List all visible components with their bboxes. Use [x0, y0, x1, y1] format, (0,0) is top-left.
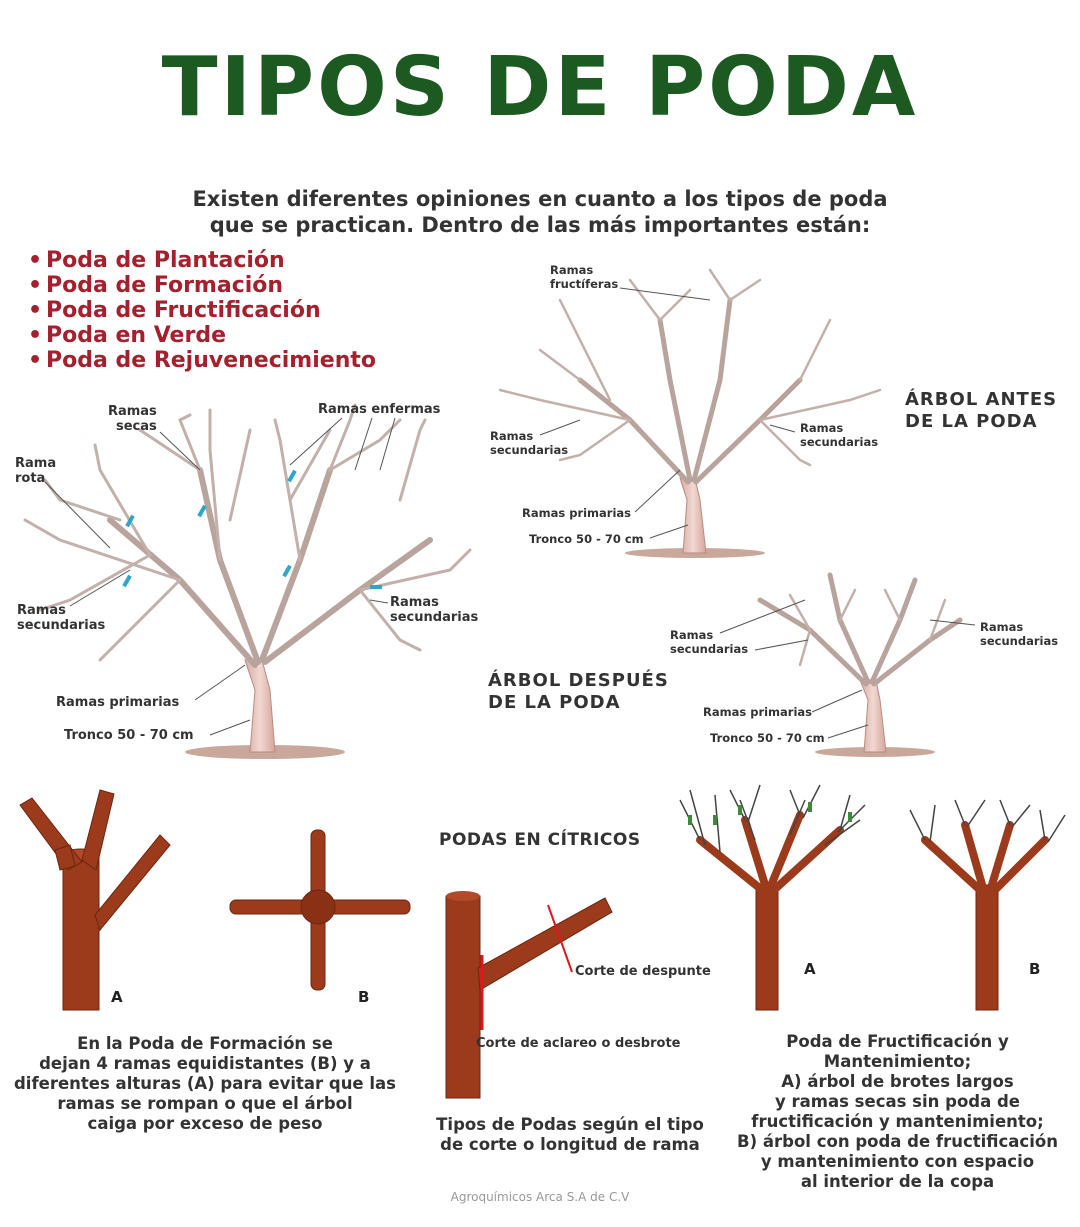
label-line: secundarias: [980, 634, 1059, 648]
caption-line: diferentes alturas (A) para evitar que las: [14, 1074, 396, 1093]
list-item-label: Poda de Formación: [46, 273, 284, 298]
bullet-icon: •: [28, 348, 43, 373]
intro-line-2: que se practican. Dentro de las más importantes están:: [209, 213, 871, 237]
citrus-caption: [420, 1115, 720, 1155]
primary-branches: [580, 300, 800, 482]
caption-line: A) árbol de brotes largos: [781, 1072, 1014, 1091]
fructification-caption: [725, 1032, 1070, 1192]
list-item-label: Poda de Plantación: [46, 248, 285, 273]
before-tree-pointers: [540, 288, 795, 538]
label-ramas-enfermas: Ramas enfermas: [318, 402, 441, 417]
label-line: secundarias: [800, 435, 879, 449]
caption-line: Tipos de Podas según el tipo: [436, 1115, 704, 1134]
heading-line: DE LA PODA: [488, 692, 621, 713]
label-line: Ramas: [670, 628, 714, 642]
label-line: Rama: [15, 456, 57, 471]
branch: [95, 835, 170, 930]
label-ramas-secas: [88, 404, 157, 434]
label-line: secundarias: [390, 610, 479, 625]
label-line: Ramas: [390, 595, 439, 610]
label-line: Ramas: [107, 404, 157, 419]
label-line: fructíferas: [550, 277, 619, 291]
label-line: rota: [15, 471, 46, 486]
list-item-label: Poda de Fructificación: [46, 298, 321, 323]
secondary-branches: [790, 590, 945, 665]
label-tronco: Tronco 50 - 70 cm: [64, 728, 194, 743]
label-tronco: Tronco 50 - 70 cm: [529, 532, 644, 546]
branch: [82, 790, 114, 870]
trunk: [860, 680, 886, 752]
primary-branches: [110, 470, 430, 665]
label-ramas-secundarias-right: [980, 620, 1058, 648]
primary-branches: [700, 815, 840, 890]
label-line: Ramas: [490, 429, 534, 443]
caption-line: dejan 4 ramas equidistantes (B) y a: [39, 1054, 371, 1073]
label-ramas-primarias: Ramas primarias: [703, 705, 813, 719]
heading-line: ÁRBOL ANTES: [905, 389, 1058, 410]
list-item-label: Poda en Verde: [46, 323, 226, 348]
short-shoots: [910, 800, 1065, 842]
bullet-icon: •: [28, 298, 43, 323]
label-ramas-secundarias-left: [670, 628, 748, 656]
primary-branches: [760, 575, 960, 684]
trunk: [446, 896, 480, 1098]
heading-line: ÁRBOL DESPUÉS: [488, 670, 669, 691]
trunk: [976, 885, 998, 1010]
page-title: TIPOS DE PODA: [161, 40, 919, 135]
caption-line: caiga por exceso de peso: [87, 1114, 323, 1133]
trunk-cut: [446, 891, 480, 901]
caption-line: de corte o longitud de rama: [440, 1135, 700, 1154]
label-ramas-secundarias-right: [800, 421, 878, 449]
leaf-shoots: [688, 802, 852, 825]
label-line: Ramas: [800, 421, 844, 435]
label-ramas-secundarias-left: [17, 603, 105, 633]
left-tree-pointers: [45, 418, 395, 735]
primary-branches: [925, 825, 1045, 890]
label-tronco: Tronco 50 - 70 cm: [710, 731, 825, 745]
label-line: secundarias: [670, 642, 749, 656]
citrus-cut-illustration: [446, 891, 612, 1098]
caption-line: y mantenimiento con espacio: [760, 1152, 1035, 1171]
formation-letter-a: A: [111, 988, 123, 1006]
bullet-icon: •: [28, 248, 43, 273]
formation-letter-b: B: [358, 988, 370, 1006]
caption-line: Mantenimiento;: [823, 1052, 972, 1071]
bullet-icon: •: [28, 273, 43, 298]
caption-line: B) árbol con poda de fructificación: [737, 1132, 1058, 1151]
cut-marks: [122, 470, 382, 589]
after-heading: [488, 670, 669, 714]
trunk: [63, 855, 99, 1010]
caption-line: al interior de la copa: [800, 1172, 995, 1191]
fructification-b-illustration: [910, 800, 1065, 1010]
caption-line: Poda de Fructificación y: [786, 1032, 1009, 1051]
bullet-icon: •: [28, 323, 43, 348]
heading-line: DE LA PODA: [905, 411, 1038, 432]
list-item-label: Poda de Rejuvenecimiento: [46, 348, 376, 373]
trunk: [680, 478, 706, 553]
label-line: Ramas: [980, 620, 1024, 634]
formation-caption: [0, 1034, 410, 1134]
label-ramas-primarias: Ramas primarias: [522, 506, 632, 520]
caption-line: ramas se rompan o que el árbol: [57, 1094, 353, 1113]
label-line: secundarias: [17, 618, 106, 633]
trunk: [756, 885, 778, 1010]
fructification-letter-a: A: [804, 960, 816, 978]
label-ramas-secundarias-left: [490, 429, 568, 457]
caption-line: y ramas secas sin poda de: [775, 1092, 1020, 1111]
citrus-heading: PODAS EN CÍTRICOS: [439, 830, 641, 850]
before-heading: [905, 389, 1057, 433]
label-ramas-fructiferas: [550, 263, 618, 291]
label-line: secundarias: [490, 443, 569, 457]
label-line: Ramas: [550, 263, 594, 277]
label-ramas-secundarias-right: [390, 595, 478, 625]
label-rama-rota: [15, 456, 56, 486]
formation-a-illustration: [20, 790, 170, 1010]
label-line: Ramas: [17, 603, 66, 618]
label-ramas-primarias: Ramas primarias: [56, 695, 180, 710]
after-tree-illustration: [720, 575, 975, 757]
label-line: secas: [116, 419, 157, 434]
formation-b-illustration: [230, 830, 410, 990]
intro-line-1: Existen diferentes opiniones en cuanto a los tipos de poda: [192, 187, 888, 211]
caption-line: fructificación y mantenimiento;: [751, 1112, 1044, 1131]
caption-line: En la Poda de Formación se: [77, 1034, 333, 1053]
trunk: [245, 660, 275, 752]
credit-text: Agroquímicos Arca S.A de C.V: [450, 1190, 630, 1204]
label-corte-aclareo: Corte de aclareo o desbrote: [476, 1036, 681, 1051]
label-corte-despunte: Corte de despunte: [575, 964, 711, 979]
fructification-letter-b: B: [1029, 960, 1041, 978]
trunk-center: [301, 890, 335, 924]
